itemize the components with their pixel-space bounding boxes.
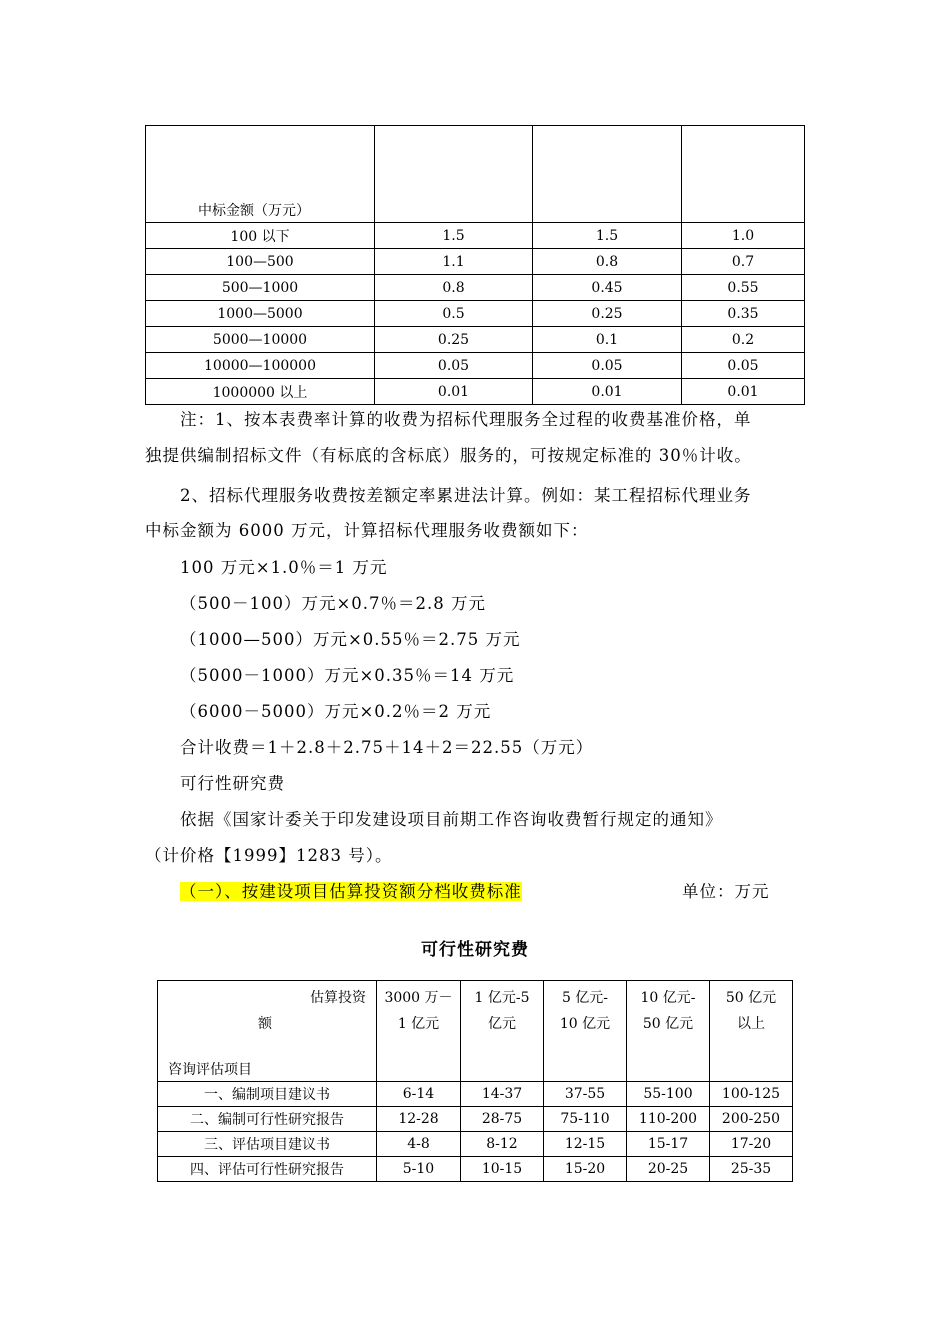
column-header-line: 亿元 xyxy=(488,1016,516,1032)
diag-label-amount: 额 xyxy=(258,1016,272,1032)
column-header-line: 50 亿元 xyxy=(725,990,777,1006)
note1-line1: 注：1、按本表费率计算的收费为招标代理服务全过程的收费基准价格，单 xyxy=(180,410,752,429)
table-cell: 0.2 xyxy=(682,327,805,353)
table-cell: 一、编制项目建议书 xyxy=(158,1082,377,1107)
table-cell: 四、评估可行性研究报告 xyxy=(158,1157,377,1182)
table-cell: 1000—5000 xyxy=(146,301,375,327)
table-cell: 0.25 xyxy=(375,327,533,353)
feasibility-fee-table xyxy=(157,980,793,1182)
header-bid-amount: 中标金额（万元） xyxy=(146,126,375,223)
table-cell: 100—500 xyxy=(146,249,375,275)
header-empty-cell xyxy=(375,126,533,223)
table-row xyxy=(158,1107,793,1132)
table-cell: 8-12 xyxy=(461,1132,544,1157)
calc-line-1: 100 万元×1.0％＝1 万元 xyxy=(180,558,388,577)
table-row xyxy=(146,275,805,301)
table-cell: 28-75 xyxy=(461,1107,544,1132)
table-cell: 12-15 xyxy=(544,1132,627,1157)
table-cell: 6-14 xyxy=(377,1082,461,1107)
table-cell: 75-110 xyxy=(544,1107,627,1132)
table-cell: 0.25 xyxy=(533,301,682,327)
table-cell: 200-250 xyxy=(710,1107,793,1132)
table-cell: 0.01 xyxy=(533,379,682,405)
calc-line-4: （5000－1000）万元×0.35％＝14 万元 xyxy=(180,666,515,685)
feasibility-table-title: 可行性研究费 xyxy=(421,940,529,960)
table-cell: 100-125 xyxy=(710,1082,793,1107)
table-row xyxy=(146,223,805,249)
table-cell: 500—1000 xyxy=(146,275,375,301)
table-header-row xyxy=(158,981,793,1082)
table-cell: 0.8 xyxy=(375,275,533,301)
header-empty-cell xyxy=(533,126,682,223)
diag-label-item: 咨询评估项目 xyxy=(168,1062,252,1078)
table-cell: 17-20 xyxy=(710,1132,793,1157)
calc-line-5: （6000－5000）万元×0.2％＝2 万元 xyxy=(180,702,492,721)
table-header-row xyxy=(146,126,805,223)
header-empty-cell xyxy=(682,126,805,223)
table-cell: 1.5 xyxy=(375,223,533,249)
table-cell: 12-28 xyxy=(377,1107,461,1132)
unit-label: 单位：万元 xyxy=(682,882,770,901)
table-cell: 20-25 xyxy=(627,1157,710,1182)
column-header-line: 1 亿元-5 xyxy=(474,990,530,1006)
table-cell: 0.55 xyxy=(682,275,805,301)
highlight-text: （一）、按建设项目估算投资额分档收费标准 xyxy=(180,882,522,901)
basis-line2: （计价格【1999】1283 号）。 xyxy=(145,846,393,865)
table-cell: 10000—100000 xyxy=(146,353,375,379)
column-header-line: 3000 万－ xyxy=(384,990,453,1006)
table-cell: 0.8 xyxy=(533,249,682,275)
table-cell: 15-20 xyxy=(544,1157,627,1182)
table-cell: 三、评估项目建议书 xyxy=(158,1132,377,1157)
table-cell: 15-17 xyxy=(627,1132,710,1157)
basis-line1: 依据《国家计委关于印发建设项目前期工作咨询收费暂行规定的通知》 xyxy=(180,810,723,829)
table-cell: 0.7 xyxy=(682,249,805,275)
calc-line-2: （500－100）万元×0.7％＝2.8 万元 xyxy=(180,594,487,613)
calc-line-3: （1000—500）万元×0.55％＝2.75 万元 xyxy=(180,630,521,649)
header-diagonal-cell xyxy=(158,981,377,1082)
table-cell: 1.0 xyxy=(682,223,805,249)
table-row xyxy=(146,379,805,405)
column-header xyxy=(544,981,627,1082)
table-row xyxy=(146,301,805,327)
column-header-line: 5 亿元- xyxy=(561,990,609,1006)
column-header-line: 10 亿元- xyxy=(640,990,696,1006)
table-row xyxy=(146,249,805,275)
table-cell: 5-10 xyxy=(377,1157,461,1182)
table-cell: 100 以下 xyxy=(146,223,375,249)
table-cell: 0.01 xyxy=(375,379,533,405)
agency-fee-rate-table xyxy=(145,125,805,405)
table-cell: 110-200 xyxy=(627,1107,710,1132)
section-heading: 可行性研究费 xyxy=(180,774,285,793)
column-header xyxy=(710,981,793,1082)
table-row xyxy=(158,1082,793,1107)
column-header-line: 10 亿元 xyxy=(559,1016,611,1032)
table-row xyxy=(158,1132,793,1157)
table-row xyxy=(146,327,805,353)
column-header-line: 50 亿元 xyxy=(642,1016,694,1032)
highlighted-subheading xyxy=(180,878,522,902)
total-line: 合计收费＝1＋2.8＋2.75＋14＋2＝22.55（万元） xyxy=(180,738,594,757)
table-cell: 0.05 xyxy=(682,353,805,379)
table-cell: 0.35 xyxy=(682,301,805,327)
table-cell: 0.45 xyxy=(533,275,682,301)
table-cell: 10-15 xyxy=(461,1157,544,1182)
table-cell: 0.01 xyxy=(682,379,805,405)
table-cell: 0.1 xyxy=(533,327,682,353)
column-header-line: 1 亿元 xyxy=(397,1016,440,1032)
column-header xyxy=(377,981,461,1082)
column-header xyxy=(627,981,710,1082)
diag-label-investment: 估算投资 xyxy=(310,990,366,1006)
table-cell: 0.05 xyxy=(375,353,533,379)
column-header-line: 以上 xyxy=(737,1016,765,1032)
table-cell: 55-100 xyxy=(627,1082,710,1107)
table-cell: 37-55 xyxy=(544,1082,627,1107)
table-cell: 1000000 以上 xyxy=(146,379,375,405)
table-cell: 二、编制可行性研究报告 xyxy=(158,1107,377,1132)
note2-line1: 2、招标代理服务收费按差额定率累进法计算。例如：某工程招标代理业务 xyxy=(180,486,752,505)
note2-line2: 中标金额为 6000 万元，计算招标代理服务收费额如下： xyxy=(145,521,589,540)
table-row xyxy=(146,353,805,379)
table-cell: 1.5 xyxy=(533,223,682,249)
table-cell: 0.05 xyxy=(533,353,682,379)
table-cell: 1.1 xyxy=(375,249,533,275)
table-row xyxy=(158,1157,793,1182)
note1-line2: 独提供编制招标文件（有标底的含标底）服务的，可按规定标准的 30％计收。 xyxy=(145,446,752,465)
table-cell: 25-35 xyxy=(710,1157,793,1182)
table-cell: 14-37 xyxy=(461,1082,544,1107)
column-header xyxy=(461,981,544,1082)
table-cell: 4-8 xyxy=(377,1132,461,1157)
table-cell: 5000—10000 xyxy=(146,327,375,353)
table-cell: 0.5 xyxy=(375,301,533,327)
